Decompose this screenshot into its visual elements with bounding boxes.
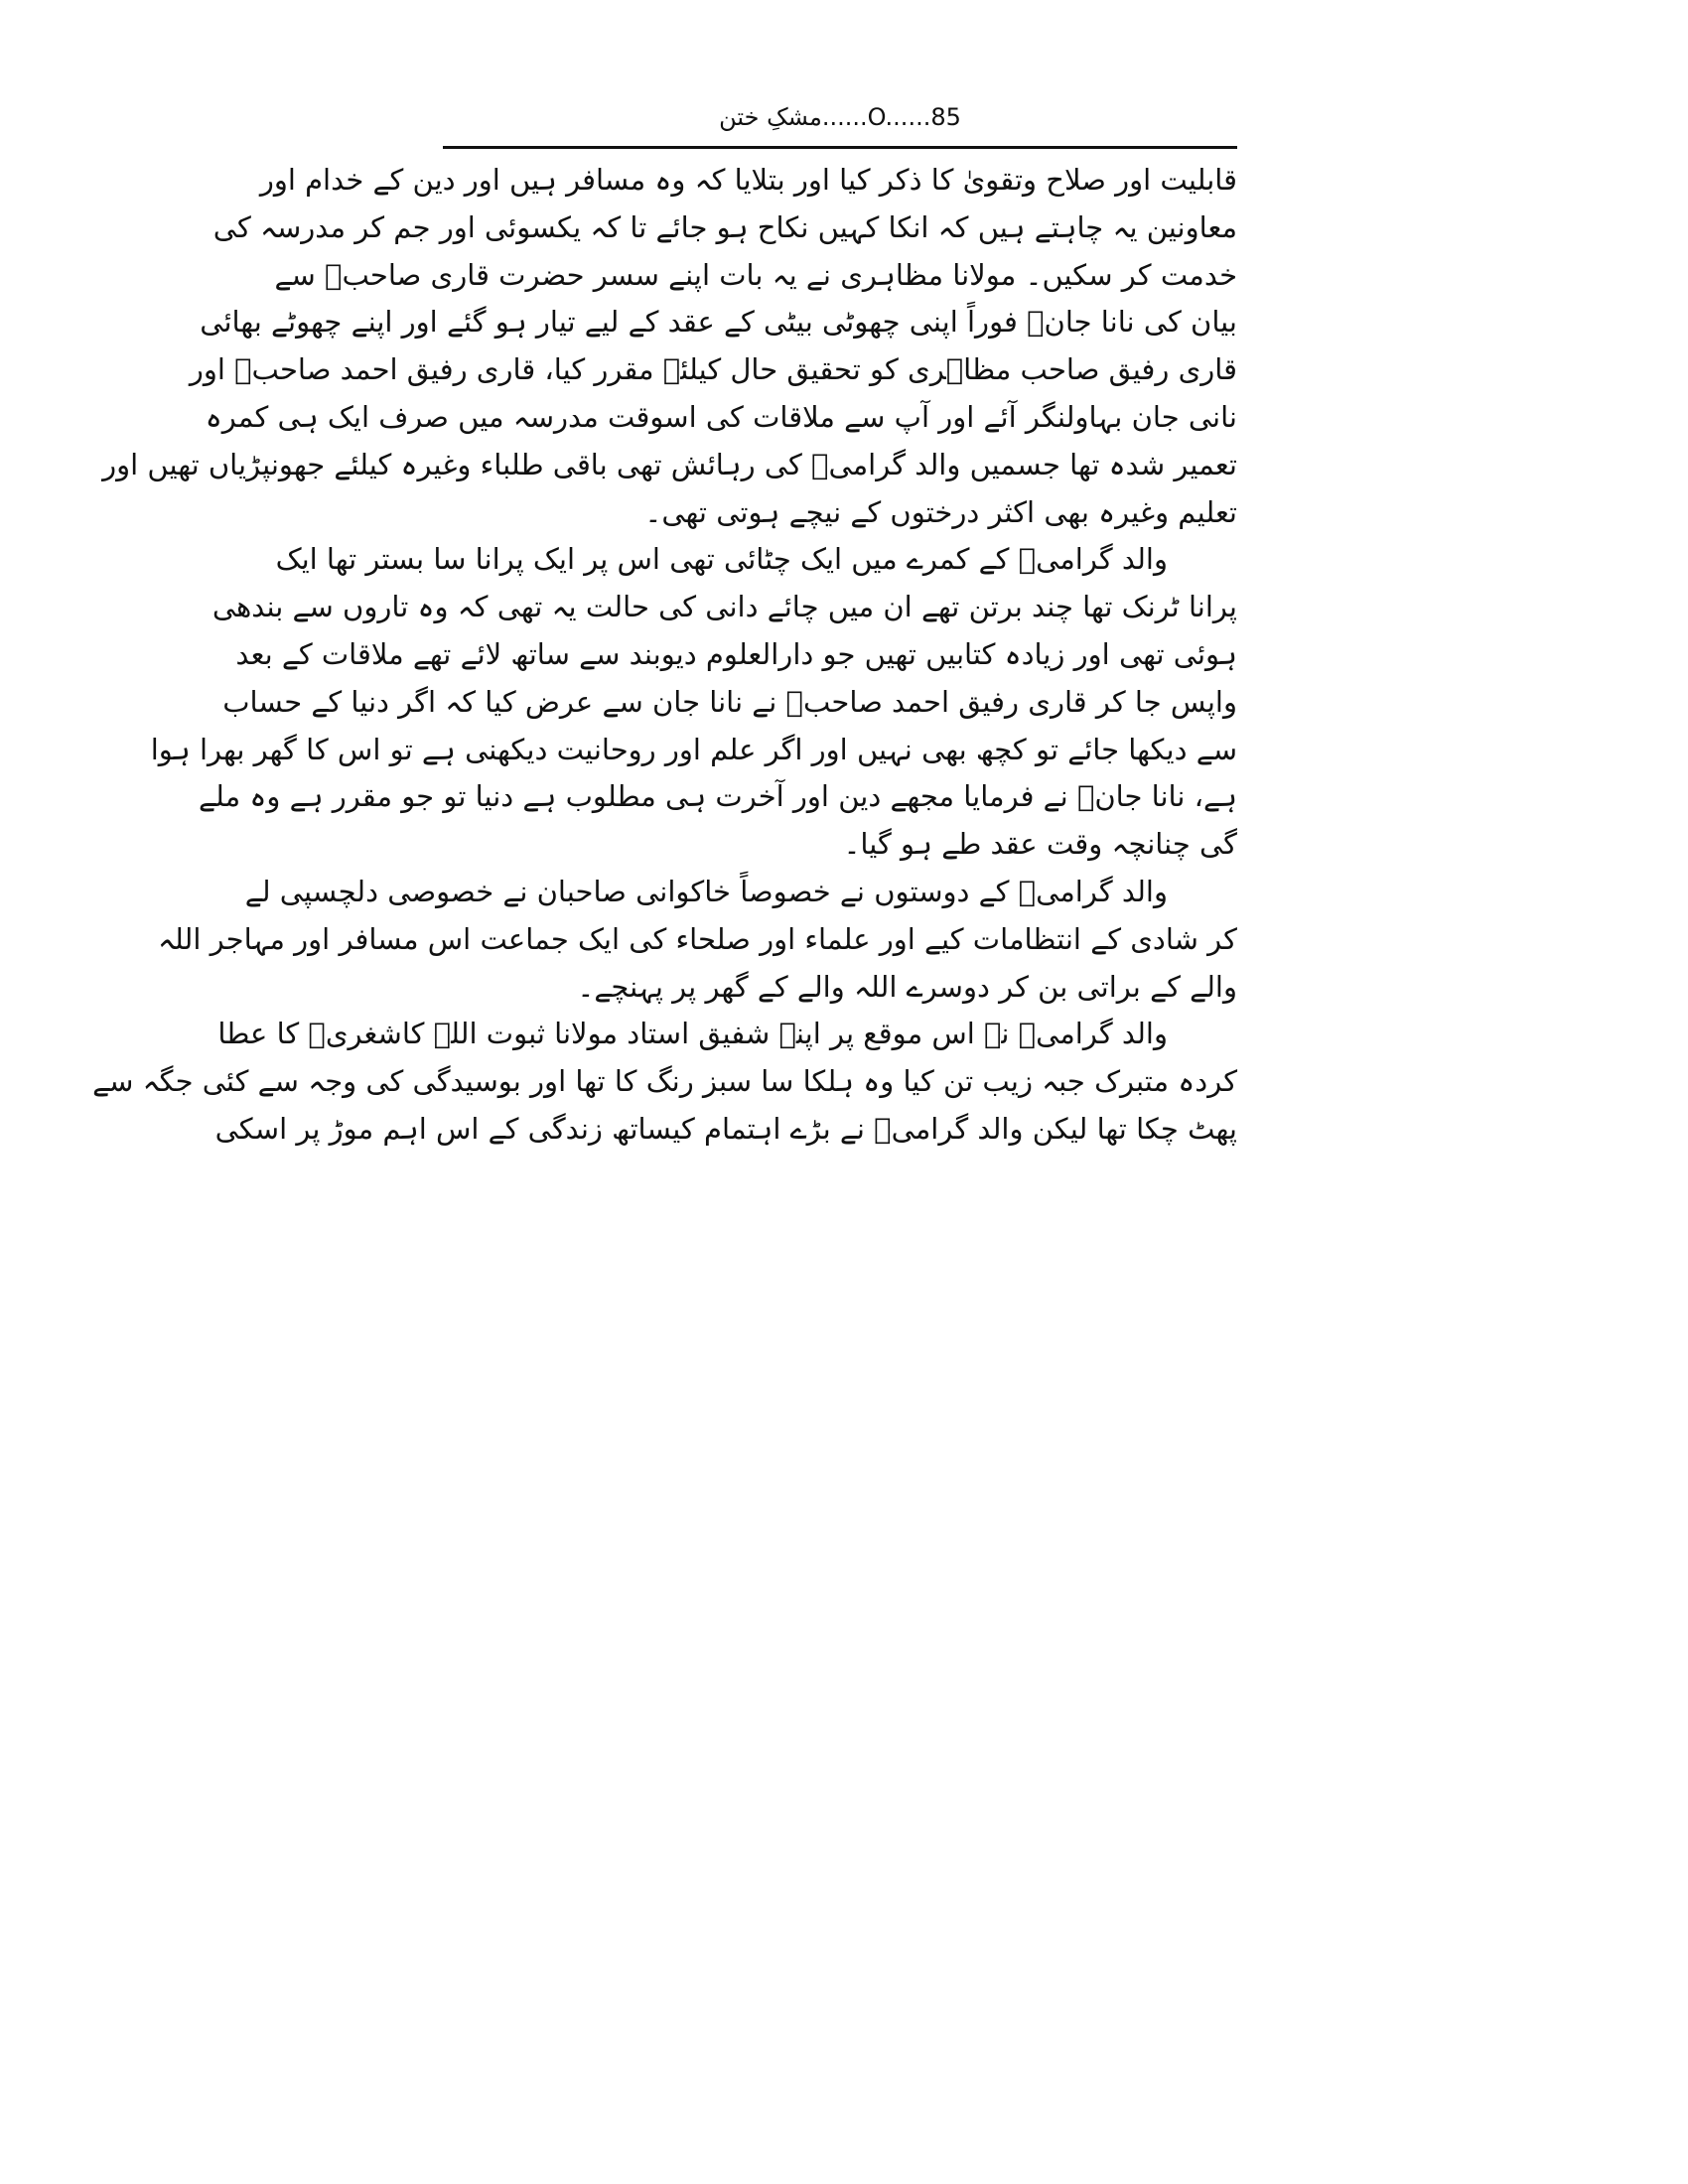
- text-line: نانی جان بہاولنگر آئے اور آپ سے ملاقات کی اسوقت مدرسہ میں صرف ایک ہی کمرہ: [205, 399, 1237, 434]
- text-line: قاری رفیق صاحب مظاہری کو تحقیق حال کیلئے مقرر کیا، قاری رفیق احمد صاحبؒ اور: [189, 352, 1237, 387]
- text-line: والد گرامیؒ نے اس موقع پر اپنے شفیق استاد مولانا ثبوت اللہ کاشغریؒ کا عطا: [217, 1017, 1168, 1051]
- text-line: گی چنانچہ وقت عقد طے ہو گیا۔: [843, 827, 1237, 862]
- text-line: کر شادی کے انتظامات کیے اور علماء اور صلحاء کی ایک جماعت اس مسافر اور مہاجر اللہ: [157, 921, 1237, 956]
- paragraph: [102, 157, 1237, 536]
- text-line: والد گرامیؒ کے کمرے میں ایک چٹائی تھی اس پر ایک پرانا سا بستر تھا ایک: [275, 542, 1168, 577]
- text-line: معاونین یہ چاہتے ہیں کہ انکا کہیں نکاح ہو جائے تا کہ یکسوئی اور جم کر مدرسہ کی: [212, 209, 1237, 244]
- text-line: تعلیم وغیرہ بھی اکثر درختوں کے نیچے ہوتی تھی۔: [644, 494, 1237, 529]
- text-line: تعمیر شدہ تھا جسمیں والد گرامیؒ کی رہائش تھی باقی طلباء وغیرہ کیلئے جھونپڑیاں تھیں اور: [102, 447, 1237, 481]
- text-line: پھٹ چکا تھا لیکن والد گرامیؒ نے بڑے اہتمام کیساتھ زندگی کے اس اہم موڑ پر اسکی: [214, 1111, 1237, 1146]
- text-line: خدمت کر سکیں۔ مولانا مظاہری نے یہ بات اپنے سسر حضرت قاری صاحبؒ سے: [274, 257, 1237, 292]
- header-rule: [443, 146, 1237, 149]
- text-line: والے کے براتی بن کر دوسرے اللہ والے کے گھر پر پہنچے۔: [577, 969, 1237, 1004]
- text-line: کردہ متبرک جبہ زیب تن کیا وہ ہلکا سا سبز رنگ کا تھا اور بوسیدگی کی وجہ سے کئی جگہ سے: [92, 1064, 1237, 1099]
- text-line: ہوئی تھی اور زیادہ کتابیں تھیں جو دارالعلوم دیوبند سے ساتھ لائے تھے ملاقات کے بعد: [235, 636, 1237, 671]
- paragraph: [150, 536, 1237, 869]
- text-line: واپس جا کر قاری رفیق احمد صاحبؒ نے نانا جان سے عرض کیا کہ اگر دنیا کے حساب: [222, 684, 1237, 719]
- paragraph: [92, 1011, 1237, 1153]
- text-line: بیان کی نانا جانؒ فوراً اپنی چھوٹی بیٹی کے عقد کے لیے تیار ہو گئے اور اپنے چھوٹے بھائی: [200, 305, 1237, 340]
- text-line: والد گرامیؒ کے دوستوں نے خصوصاً خاکوانی صاحبان نے خصوصی دلچسپی لے: [244, 874, 1168, 908]
- text-line: پرانا ٹرنک تھا چند برتن تھے ان میں چائے دانی کی حالت یہ تھی کہ وہ تاروں سے بندھی: [211, 590, 1237, 624]
- text-line: سے دیکھا جائے تو کچھ بھی نہیں اور اگر علم اور روحانیت دیکھنی ہے تو اس کا گھر بھرا ہوا: [150, 732, 1237, 766]
- body-text: [92, 157, 1237, 1154]
- running-header: مشکِ ختن......O......85: [719, 103, 961, 131]
- paragraph: [157, 869, 1237, 1011]
- text-line: قابلیت اور صلاح وتقویٰ کا ذکر کیا اور بتلایا کہ وہ مسافر ہیں اور دین کے خدام اور: [259, 163, 1237, 197]
- text-line: ہے، نانا جانؒ نے فرمایا مجھے دین اور آخرت ہی مطلوب ہے دنیا تو جو مقرر ہے وہ ملے: [199, 779, 1237, 814]
